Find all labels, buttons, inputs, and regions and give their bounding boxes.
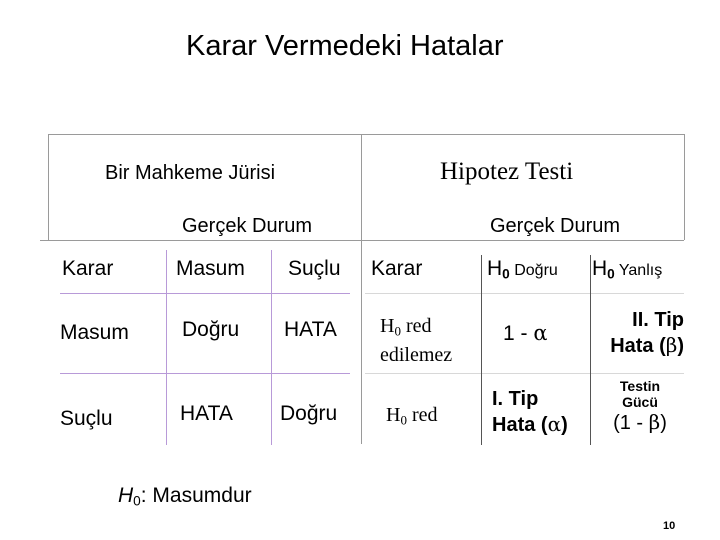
h-symbol: H <box>592 257 608 280</box>
h-subscript: 0 <box>502 266 510 282</box>
court-col-innocent: Masum <box>176 257 245 280</box>
court-col-guilty: Suçlu <box>288 257 341 280</box>
type2-line1: II. Tip <box>632 309 684 331</box>
row-divider-2-right <box>365 373 684 374</box>
type1-line2-text: Hata ( <box>492 414 548 436</box>
court-row-label-guilty: Suçlu <box>60 407 113 430</box>
center-divider <box>361 134 362 444</box>
court-decision-header: Karar <box>62 257 114 280</box>
test-cell-one-minus-alpha <box>503 321 548 346</box>
test-heading: Hipotez Testi <box>440 158 574 185</box>
row2-label-rest: red <box>406 404 438 426</box>
test-row-label-fail-to-reject <box>380 314 452 367</box>
court-cell-guilty-guilty: Doğru <box>280 402 338 425</box>
alpha-symbol: α <box>533 321 548 345</box>
type1-line1: I. Tip <box>492 388 539 410</box>
h0-true-text: Doğru <box>509 262 558 279</box>
power-line3 <box>596 410 684 435</box>
beta-symbol: β <box>648 410 661 434</box>
test-row-label-reject <box>386 404 438 428</box>
row1-label-line2: edilemez <box>380 344 453 367</box>
top-border <box>48 134 684 135</box>
h-subscript: 0 <box>133 493 141 509</box>
header-divider <box>40 240 684 241</box>
h-symbol: H <box>380 315 395 337</box>
beta-symbol: β <box>665 333 678 357</box>
test-cell-type1-error <box>492 387 568 438</box>
test-col-divider-1 <box>481 255 482 445</box>
page-number: 10 <box>663 520 676 532</box>
col-divider-2 <box>271 250 272 445</box>
test-cell-power <box>596 378 684 435</box>
alpha-symbol: α <box>547 412 562 436</box>
h-symbol: H <box>487 257 503 280</box>
row-divider-2 <box>60 373 350 374</box>
court-cell-innocent-innocent: Doğru <box>182 318 240 341</box>
type2-line2-text: Hata ( <box>610 335 666 357</box>
test-col-divider-2 <box>590 255 591 445</box>
h0-false-text: Yanlış <box>614 262 663 279</box>
right-border <box>684 134 685 240</box>
power-line3-text: (1 - <box>613 412 649 434</box>
h-subscript: 0 <box>394 323 401 339</box>
page-title: Karar Vermedeki Hatalar <box>186 30 504 62</box>
court-row-label-innocent: Masum <box>60 321 129 344</box>
left-border <box>48 134 49 240</box>
test-decision-header: Karar <box>371 257 423 280</box>
h-symbol: H <box>118 484 134 507</box>
one-minus-text: 1 - <box>503 322 534 345</box>
power-line1: Testin <box>619 378 661 394</box>
court-cell-innocent-guilty: HATA <box>284 318 337 341</box>
court-cell-guilty-innocent: HATA <box>180 402 233 425</box>
h-subscript: 0 <box>607 266 615 282</box>
row-divider-1 <box>60 293 350 294</box>
close-paren: ) <box>561 414 568 436</box>
col-divider-1 <box>166 250 167 445</box>
court-truth-label: Gerçek Durum <box>182 215 313 237</box>
row1-label-rest: red <box>400 315 432 337</box>
test-col-h0-false <box>592 257 662 281</box>
footnote-text: : Masumdur <box>140 484 252 507</box>
court-heading: Bir Mahkeme Jürisi <box>105 162 276 184</box>
test-cell-type2-error <box>594 308 684 359</box>
type1-line2 <box>492 412 568 438</box>
row-divider-1-right <box>365 293 684 294</box>
null-hypothesis-note <box>118 484 252 508</box>
close-paren: ) <box>660 412 667 434</box>
test-truth-label: Gerçek Durum <box>490 215 621 237</box>
h-symbol: H <box>386 404 401 426</box>
test-col-h0-true <box>487 257 558 281</box>
close-paren: ) <box>677 335 684 357</box>
h-subscript: 0 <box>400 412 407 428</box>
type2-line2 <box>594 333 684 359</box>
power-line2: Gücü <box>622 394 658 410</box>
